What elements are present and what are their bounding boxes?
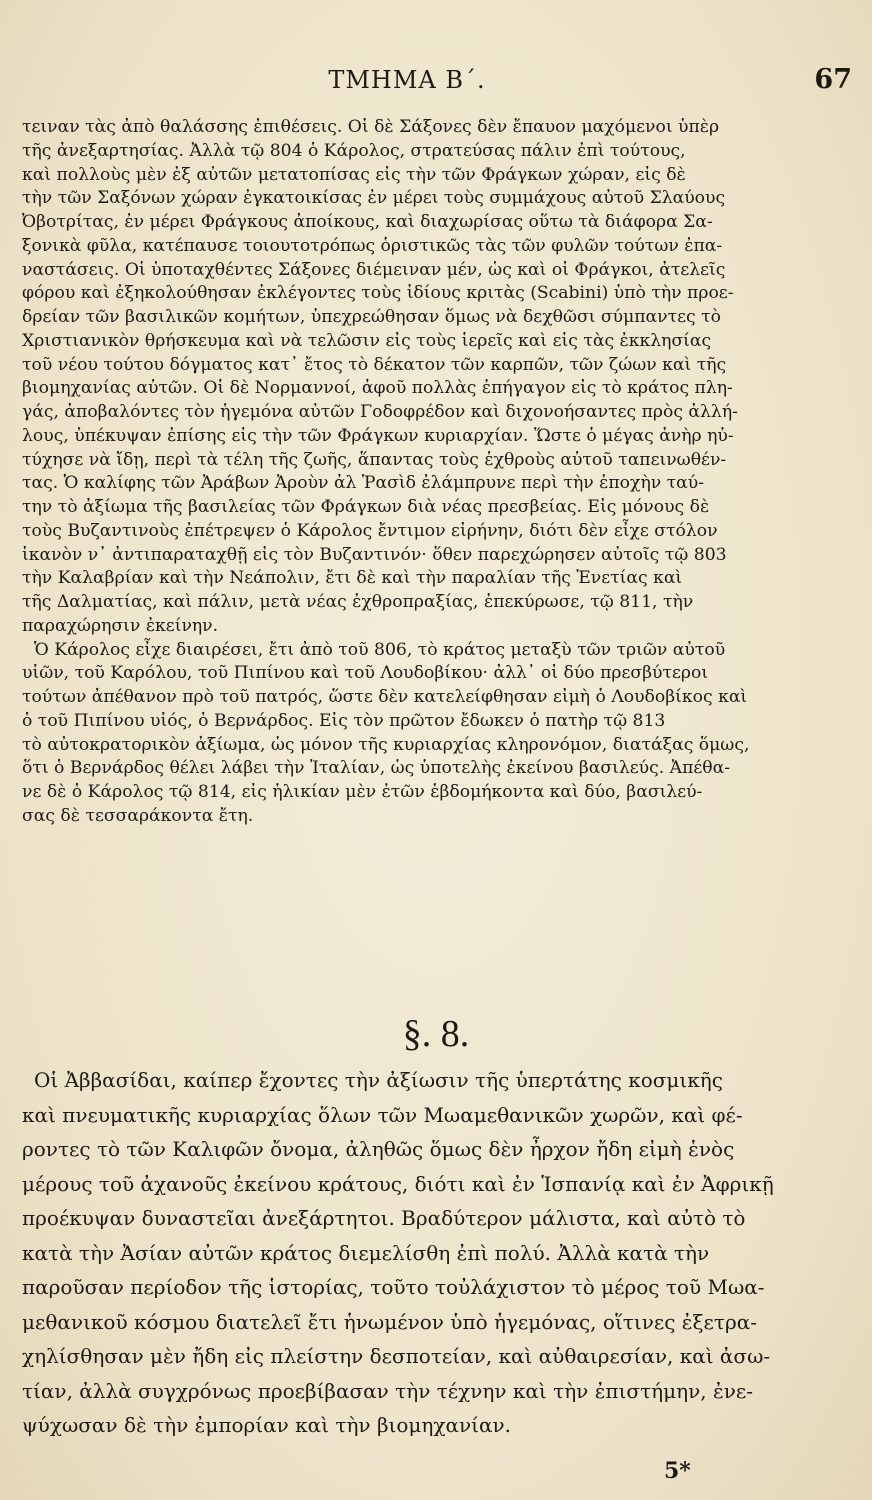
text-line: ὁ τοῦ Πιπίνου υἱός, ὁ Βερνάρδος. Εἰς τὸν πρῶτον ἔδωκεν ὁ πατὴρ τῷ 813 (22, 710, 666, 731)
text-line: λους, ὑπέκυψαν ἐπίσης εἰς τὴν τῶν Φράγκων κυριαρχίαν. Ὥστε ὁ μέγας ἀνὴρ ηὐ- (22, 425, 734, 446)
page-header (20, 64, 852, 106)
text-line: μέρους τοῦ ἀχανοῦς ἐκείνου κράτους, διότι καὶ ἐν Ἱσπανίᾳ καὶ ἐν Ἀφρικῇ (22, 1171, 774, 1196)
text-line: υἱῶν, τοῦ Καρόλου, τοῦ Πιπίνου καὶ τοῦ Λουδοβίκου· ἀλλ᾽ οἱ δύο πρεσβύτεροι (22, 663, 709, 684)
text-line: νε δὲ ὁ Κάρολος τῷ 814, εἰς ἡλικίαν μὲν ἐτῶν ἑβδομήκοντα καὶ δύο, βασιλεύ- (22, 782, 703, 802)
text-line: προέκυψαν δυναστεῖαι ἀνεξάρτητοι. Βραδύτερον μάλιστα, καὶ αὐτὸ τὸ (22, 1206, 746, 1230)
text-line: Ὀβοτρίτας, ἐν μέρει Φράγκους ἀποίκους, καὶ διαχωρίσας οὕτω τὰ διάφορα Σα- (22, 212, 713, 232)
text-line: χηλίσθησαν μὲν ἤδη εἰς πλείστην δεσποτείαν, καὶ αὐθαιρεσίαν, καὶ ἀσω- (22, 1344, 771, 1368)
text-line: ροντες τὸ τῶν Καλιφῶν ὄνομα, ἀληθῶς ὅμως δὲν ἦρχον ἤδη εἰμὴ ἑνὸς (22, 1137, 735, 1161)
text-line: τοὺς Βυζαντινοὺς ἐπέτρεψεν ὁ Κάρολος ἔντιμον εἰρήνην, διότι δὲν εἶχε στόλον (22, 520, 718, 541)
text-line: τειναν τὰς ἀπὸ θαλάσσης ἐπιθέσεις. Οἱ δὲ Σάξονες δὲν ἔπαυον μαχόμενοι ὑπὲρ (22, 117, 720, 137)
text-line: ἱκανὸν ν᾽ ἀντιπαραταχθῇ εἰς τὸν Βυζαντινόν· ὅθεν παρεχώρησεν αὐτοῖς τῷ 803 (22, 544, 727, 565)
section-text (22, 1063, 797, 1443)
text-line: τούτων ἀπέθανον πρὸ τοῦ πατρός, ὥστε δὲν κατελείφθησαν εἰμὴ ὁ Λουδοβίκος καὶ (22, 687, 748, 707)
text-line: τὴν Καλαβρίαν καὶ τὴν Νεάπολιν, ἔτι δὲ καὶ τὴν παραλίαν τῆς Ἑνετίας καὶ (22, 568, 683, 589)
text-line: δρείαν τῶν βασιλικῶν κομήτων, ὑπεχρεώθησαν ὅμως νὰ δεχθῶσι σύμπαντες τὸ (22, 307, 721, 327)
text-line: ξονικὰ φῦλα, κατέπαυσε τοιουτοτρόπως ὁριστικῶς τὰς τῶν φυλῶν τούτων ἐπα- (22, 235, 723, 256)
text-line: παραχώρησιν ἐκείνην. (22, 615, 219, 636)
section-heading: §. 8. (402, 1013, 470, 1055)
text-line: τῆς ἀνεξαρτησίας. Ἀλλὰ τῷ 804 ὁ Κάρολος, στρατεύσας πάλιν ἐπὶ τούτους, (22, 140, 686, 161)
text-line: καὶ πολλοὺς μὲν ἐξ αὐτῶν μετατοπίσας εἰς τὴν τῶν Φράγκων χώραν, εἰς δὲ (22, 164, 686, 185)
text-line: καὶ πνευματικῆς κυριαρχίας ὅλων τῶν Μωαμεθανικῶν χωρῶν, καὶ φέ- (22, 1102, 743, 1127)
running-head: ΤΜΗΜΑ Β΄. (328, 66, 486, 94)
text-line: βιομηχανίας αὐτῶν. Οἱ δὲ Νορμαννοί, ἀφοῦ πολλὰς ἐπήγαγον εἰς τὸ κράτος πλη- (22, 378, 733, 399)
text-line: Οἱ Ἀββασίδαι, καίπερ ἔχοντες τὴν ἀξίωσιν τῆς ὑπερτάτης κοσμικῆς (34, 1068, 723, 1092)
text-line: σας δὲ τεσσαράκοντα ἔτη. (22, 805, 254, 826)
text-line: τῆς Δαλματίας, καὶ πάλιν, μετὰ νέας ἐχθροπραξίας, ἐπεκύρωσε, τῷ 811, τὴν (22, 592, 694, 612)
text-line: μεθανικοῦ κόσμου διατελεῖ ἔτι ἡνωμένον ὑπὸ ἡγεμόνας, οἵτινες ἐξετρα- (22, 1309, 757, 1334)
text-line: φόρου καὶ ἐξηκολούθησαν ἐκλέγοντες τοὺς ἰδίους κριτὰς (Scabini) ὑπὸ τὴν προε- (22, 283, 734, 304)
text-line: παροῦσαν περίοδον τῆς ἱστορίας, τοῦτο τοὐλάχιστον τὸ μέρος τοῦ Μωα- (22, 1275, 765, 1299)
text-line: ναστάσεις. Οἱ ὑποταχθέντες Σάξονες διέμειναν μέν, ὡς καὶ οἱ Φράγκοι, ἀτελεῖς (22, 259, 726, 280)
text-line: τας. Ὁ καλίφης τῶν Ἀράβων Ἀροὺν ἀλ Ῥασὶδ ἐλάμπρυνε περὶ τὴν ἐποχὴν ταύ- (22, 473, 705, 494)
text-line: τὴν τῶν Σαξόνων χώραν ἐγκατοικίσας ἐν μέρει τοὺς συμμάχους αὐτοῦ Σλαύους (22, 188, 726, 209)
signature-mark: 5* (664, 1458, 691, 1484)
text-line: ὅτι ὁ Βερνάρδος θέλει λάβει τὴν Ἰταλίαν, ὡς ὑποτελὴς ἐκείνου βασιλεύς. Ἀπέθα- (22, 758, 731, 779)
text-line: την τὸ ἀξίωμα τῆς βασιλείας τῶν Φράγκων διὰ νέας πρεσβείας. Εἰς μόνους δὲ (22, 497, 710, 517)
text-line: τὸ αὐτοκρατορικὸν ἀξίωμα, ὡς μόνον τῆς κυριαρχίας κληρονόμον, διατάξας ὅμως, (22, 734, 750, 755)
text-line: Ὁ Κάρολος εἶχε διαιρέσει, ἔτι ἀπὸ τοῦ 806, τὸ κράτος μεταξὺ τῶν τριῶν αὐτοῦ (34, 639, 726, 660)
text-line: γάς, ἀποβαλόντες τὸν ἡγεμόνα αὐτῶν Γοδοφρέδον καὶ διχονοήσαντες πρὸς ἀλλή- (22, 402, 738, 422)
main-text (22, 116, 797, 829)
page-number: 67 (814, 64, 852, 95)
text-line: κατὰ τὴν Ἀσίαν αὐτῶν κράτος διεμελίσθη ἐπὶ πολύ. Ἀλλὰ κατὰ τὴν (22, 1240, 710, 1265)
text-line: ψύχωσαν δὲ τὴν ἐμπορίαν καὶ τὴν βιομηχανίαν. (22, 1413, 512, 1437)
text-line: Χριστιανικὸν θρήσκευμα καὶ νὰ τελῶσιν εἰς τοὺς ἱερεῖς καὶ εἰς τὰς ἐκκλησίας (22, 330, 712, 351)
text-line: τοῦ νέου τούτου δόγματος κατ᾽ ἔτος τὸ δέκατον τῶν καρπῶν, τῶν ζώων καὶ τῆς (22, 354, 727, 375)
text-line: τίαν, ἀλλὰ συγχρόνως προεβίβασαν τὴν τέχνην καὶ τὴν ἐπιστήμην, ἐνε- (22, 1378, 753, 1403)
text-line: τύχησε νὰ ἴδῃ, περὶ τὰ τέλη τῆς ζωῆς, ἅπαντας τοὺς ἐχθροὺς αὐτοῦ ταπεινωθέν- (22, 449, 727, 470)
